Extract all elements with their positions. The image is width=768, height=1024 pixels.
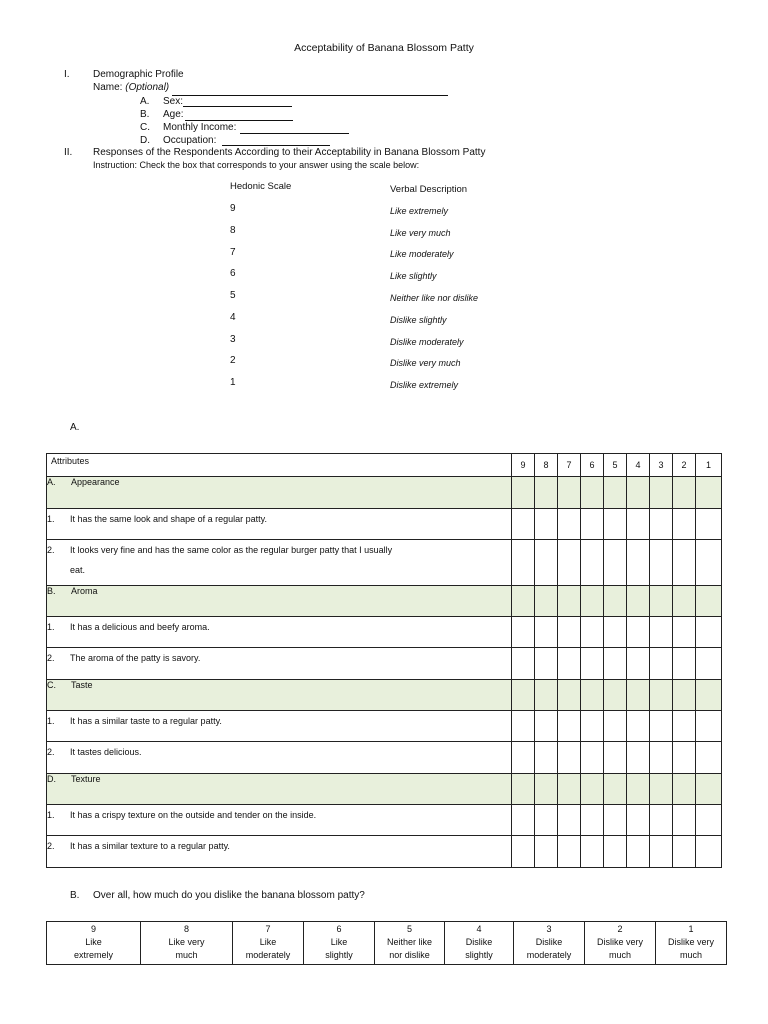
item-label [47, 836, 512, 868]
item-label [47, 540, 512, 586]
section-2-numeral: II. [64, 147, 73, 158]
rating-checkbox[interactable] [650, 711, 673, 742]
score-header: 4 [627, 454, 650, 477]
table-row [47, 711, 722, 742]
option-label: Like [85, 937, 102, 947]
age-label: Age: [163, 109, 184, 120]
rating-checkbox[interactable] [558, 540, 581, 586]
category-letter: C. [47, 680, 56, 690]
rating-checkbox[interactable] [696, 648, 722, 680]
rating-checkbox[interactable] [535, 742, 558, 774]
option-label: Dislike [465, 937, 493, 947]
attributes-table [46, 453, 722, 868]
rating-checkbox[interactable] [581, 509, 604, 540]
score-header: 3 [650, 454, 673, 477]
sex-input-line[interactable] [183, 106, 292, 107]
option-number: 5 [406, 924, 412, 934]
overall-option[interactable] [445, 922, 514, 965]
table-row [47, 836, 722, 868]
item-number: 2. [47, 841, 55, 851]
item-text: It has a delicious and beefy aroma. [70, 622, 210, 632]
age-input-line[interactable] [185, 120, 293, 121]
rating-checkbox[interactable] [581, 540, 604, 586]
score-header: 9 [512, 454, 535, 477]
option-number: 4 [476, 924, 482, 934]
rating-checkbox[interactable] [558, 617, 581, 648]
category-label [47, 586, 512, 617]
scale-number: 8 [230, 225, 236, 236]
score-header: 7 [558, 454, 581, 477]
rating-checkbox[interactable] [696, 711, 722, 742]
verbal-description-header: Verbal Description [390, 184, 468, 195]
rating-checkbox[interactable] [673, 509, 696, 540]
rating-checkbox[interactable] [696, 509, 722, 540]
category-row-texture [47, 774, 722, 805]
category-letter: D. [47, 774, 56, 784]
item-text: It has a crispy texture on the outside and tender on the inside. [70, 810, 317, 820]
overall-option[interactable] [375, 922, 445, 965]
item-text: It has a similar taste to a regular patty. [70, 716, 222, 726]
item-number: 2. [47, 747, 55, 757]
scale-description: Dislike moderately [390, 337, 464, 347]
rating-checkbox[interactable] [650, 540, 673, 586]
rating-checkbox[interactable] [581, 742, 604, 774]
option-label: extremely [73, 950, 113, 960]
rating-checkbox[interactable] [696, 742, 722, 774]
table-row [47, 540, 722, 586]
overall-option[interactable] [656, 922, 727, 965]
item-number: 1. [47, 810, 55, 820]
rating-checkbox[interactable] [604, 711, 627, 742]
table-row [47, 742, 722, 774]
sex-letter: A. [140, 96, 150, 107]
category-name: Aroma [71, 586, 98, 596]
scale-number: 5 [230, 290, 236, 301]
income-input-line[interactable] [240, 133, 349, 134]
item-text: It tastes delicious. [70, 747, 142, 757]
scale-description: Like moderately [390, 249, 454, 259]
rating-checkbox[interactable] [512, 805, 535, 836]
rating-checkbox[interactable] [512, 509, 535, 540]
scale-number: 9 [230, 203, 236, 214]
rating-checkbox[interactable] [512, 742, 535, 774]
rating-checkbox[interactable] [535, 648, 558, 680]
occupation-letter: D. [140, 135, 150, 146]
rating-checkbox[interactable] [627, 617, 650, 648]
option-label: much [608, 950, 631, 960]
rating-checkbox[interactable] [650, 742, 673, 774]
rating-checkbox[interactable] [673, 711, 696, 742]
score-header: 6 [581, 454, 604, 477]
table-row [47, 805, 722, 836]
option-number: 9 [90, 924, 96, 934]
category-label [47, 680, 512, 711]
item-number: 1. [47, 622, 55, 632]
rating-checkbox[interactable] [627, 509, 650, 540]
overall-question: Over all, how much do you dislike the banana blossom patty? [93, 890, 365, 901]
rating-checkbox[interactable] [535, 540, 558, 586]
rating-checkbox[interactable] [581, 836, 604, 868]
rating-checkbox[interactable] [535, 836, 558, 868]
category-name: Appearance [71, 477, 120, 487]
option-label: Dislike [535, 937, 563, 947]
rating-checkbox[interactable] [581, 617, 604, 648]
instruction-text: Instruction: Check the box that corresponds to your answer using the scale below: [93, 160, 420, 170]
rating-checkbox[interactable] [558, 805, 581, 836]
scale-description: Neither like nor dislike [390, 293, 479, 303]
age-letter: B. [140, 109, 150, 120]
scale-description: Dislike very much [390, 358, 461, 368]
overall-option[interactable] [233, 922, 304, 965]
item-text: It has a similar texture to a regular patty. [70, 841, 230, 851]
item-text: It has the same look and shape of a regular patty. [70, 514, 267, 524]
rating-checkbox[interactable] [673, 805, 696, 836]
name-input-line[interactable] [172, 95, 448, 96]
rating-checkbox[interactable] [558, 509, 581, 540]
sex-label: Sex: [163, 96, 184, 107]
option-label: moderately [526, 950, 572, 960]
rating-checkbox[interactable] [627, 648, 650, 680]
option-number: 2 [617, 924, 623, 934]
option-label: Like [330, 937, 348, 947]
item-label [47, 805, 512, 836]
rating-checkbox[interactable] [673, 648, 696, 680]
option-label: much [679, 950, 702, 960]
overall-option[interactable] [304, 922, 375, 965]
rating-checkbox[interactable] [604, 836, 627, 868]
option-label: slightly [465, 950, 493, 960]
rating-checkbox[interactable] [673, 836, 696, 868]
category-letter: B. [47, 586, 56, 596]
rating-checkbox[interactable] [581, 805, 604, 836]
option-label: Neither like [386, 937, 433, 947]
scale-description: Like extremely [390, 206, 449, 216]
rating-checkbox[interactable] [650, 648, 673, 680]
option-label: slightly [325, 950, 353, 960]
rating-checkbox[interactable] [696, 836, 722, 868]
scale-number: 2 [230, 355, 236, 366]
table-row [47, 617, 722, 648]
rating-checkbox[interactable] [512, 617, 535, 648]
overall-option[interactable] [141, 922, 233, 965]
rating-checkbox[interactable] [535, 509, 558, 540]
section-1-numeral: I. [64, 69, 70, 80]
scale-number: 1 [230, 377, 236, 388]
option-number: 3 [546, 924, 552, 934]
item-label [47, 711, 512, 742]
rating-checkbox[interactable] [696, 617, 722, 648]
rating-checkbox[interactable] [604, 648, 627, 680]
option-number: 1 [688, 924, 694, 934]
scale-description: Dislike slightly [390, 315, 447, 325]
rating-checkbox[interactable] [558, 836, 581, 868]
scale-description: Like slightly [390, 271, 437, 281]
category-name: Texture [71, 774, 101, 784]
rating-checkbox[interactable] [558, 711, 581, 742]
option-label: Dislike very [596, 937, 643, 947]
rating-checkbox[interactable] [650, 617, 673, 648]
score-header: 1 [696, 454, 722, 477]
category-letter: A. [47, 477, 56, 487]
hedonic-scale-header: Hedonic Scale [230, 181, 292, 192]
occupation-label: Occupation: [163, 135, 217, 146]
rating-checkbox[interactable] [650, 805, 673, 836]
option-label: nor dislike [389, 950, 430, 960]
option-label: much [175, 950, 198, 960]
scale-number: 6 [230, 268, 236, 279]
item-text-continued: eat. [70, 565, 86, 575]
table-row [47, 509, 722, 540]
rating-checkbox[interactable] [512, 836, 535, 868]
section-1-heading: Demographic Profile [93, 69, 184, 80]
overall-options-row [47, 922, 727, 965]
rating-checkbox[interactable] [650, 509, 673, 540]
scale-number: 3 [230, 334, 236, 345]
rating-checkbox[interactable] [604, 509, 627, 540]
option-number: 8 [183, 924, 189, 934]
rating-checkbox[interactable] [696, 540, 722, 586]
rating-checkbox[interactable] [535, 805, 558, 836]
rating-checkbox[interactable] [581, 711, 604, 742]
rating-checkbox[interactable] [673, 540, 696, 586]
attributes-header: Attributes [47, 454, 512, 477]
option-label: Dislike very [667, 937, 714, 947]
item-text: It looks very fine and has the same color as the regular burger patty that I usually [70, 545, 393, 555]
item-text: The aroma of the patty is savory. [70, 653, 201, 663]
scale-description: Dislike extremely [390, 380, 459, 390]
rating-checkbox[interactable] [627, 540, 650, 586]
category-row-taste [47, 680, 722, 711]
rating-checkbox[interactable] [673, 742, 696, 774]
rating-checkbox[interactable] [673, 617, 696, 648]
rating-checkbox[interactable] [558, 648, 581, 680]
item-label [47, 742, 512, 774]
table-header-row [47, 454, 722, 477]
category-row-aroma [47, 586, 722, 617]
rating-checkbox[interactable] [650, 836, 673, 868]
score-header: 8 [535, 454, 558, 477]
option-label: Like very [168, 937, 205, 947]
item-label [47, 509, 512, 540]
rating-checkbox[interactable] [604, 742, 627, 774]
category-label [47, 774, 512, 805]
rating-checkbox[interactable] [627, 836, 650, 868]
rating-checkbox[interactable] [558, 742, 581, 774]
part-a-label: A. [70, 422, 80, 433]
income-letter: C. [140, 122, 150, 133]
category-row-appearance [47, 477, 722, 509]
rating-checkbox[interactable] [512, 648, 535, 680]
rating-checkbox[interactable] [627, 711, 650, 742]
item-number: 1. [47, 716, 55, 726]
rating-checkbox[interactable] [604, 805, 627, 836]
item-number: 2. [47, 545, 55, 555]
overall-option[interactable] [514, 922, 585, 965]
document-title: Acceptability of Banana Blossom Patty [294, 42, 474, 54]
section-2-heading: Responses of the Respondents According to their Acceptability in Banana Blossom Patty [93, 147, 486, 158]
option-number: 6 [336, 924, 342, 934]
part-b-label: B. [70, 890, 80, 901]
overall-option[interactable] [47, 922, 141, 965]
rating-checkbox[interactable] [627, 805, 650, 836]
rating-checkbox[interactable] [535, 617, 558, 648]
rating-checkbox[interactable] [696, 805, 722, 836]
rating-checkbox[interactable] [512, 711, 535, 742]
rating-checkbox[interactable] [627, 742, 650, 774]
income-label: Monthly Income: [163, 122, 237, 133]
table-row [47, 648, 722, 680]
name-field-label [93, 82, 169, 93]
name-label: Name: [93, 82, 123, 93]
item-number: 1. [47, 514, 55, 524]
category-name: Taste [71, 680, 93, 690]
name-optional-hint: (Optional) [125, 82, 170, 93]
item-label [47, 617, 512, 648]
category-label [47, 477, 512, 509]
rating-checkbox[interactable] [581, 648, 604, 680]
rating-checkbox[interactable] [535, 711, 558, 742]
scale-number: 7 [230, 247, 236, 258]
option-number: 7 [265, 924, 271, 934]
score-header: 5 [604, 454, 627, 477]
score-header: 2 [673, 454, 696, 477]
overall-rating-table [46, 921, 727, 965]
option-label: Like [259, 937, 277, 947]
overall-option[interactable] [585, 922, 656, 965]
scale-description: Like very much [390, 228, 451, 238]
rating-checkbox[interactable] [512, 540, 535, 586]
option-label: moderately [245, 950, 291, 960]
rating-checkbox[interactable] [604, 540, 627, 586]
occupation-input-line[interactable] [222, 145, 330, 146]
item-number: 2. [47, 653, 55, 663]
scale-number: 4 [230, 312, 236, 323]
rating-checkbox[interactable] [604, 617, 627, 648]
item-label [47, 648, 512, 680]
